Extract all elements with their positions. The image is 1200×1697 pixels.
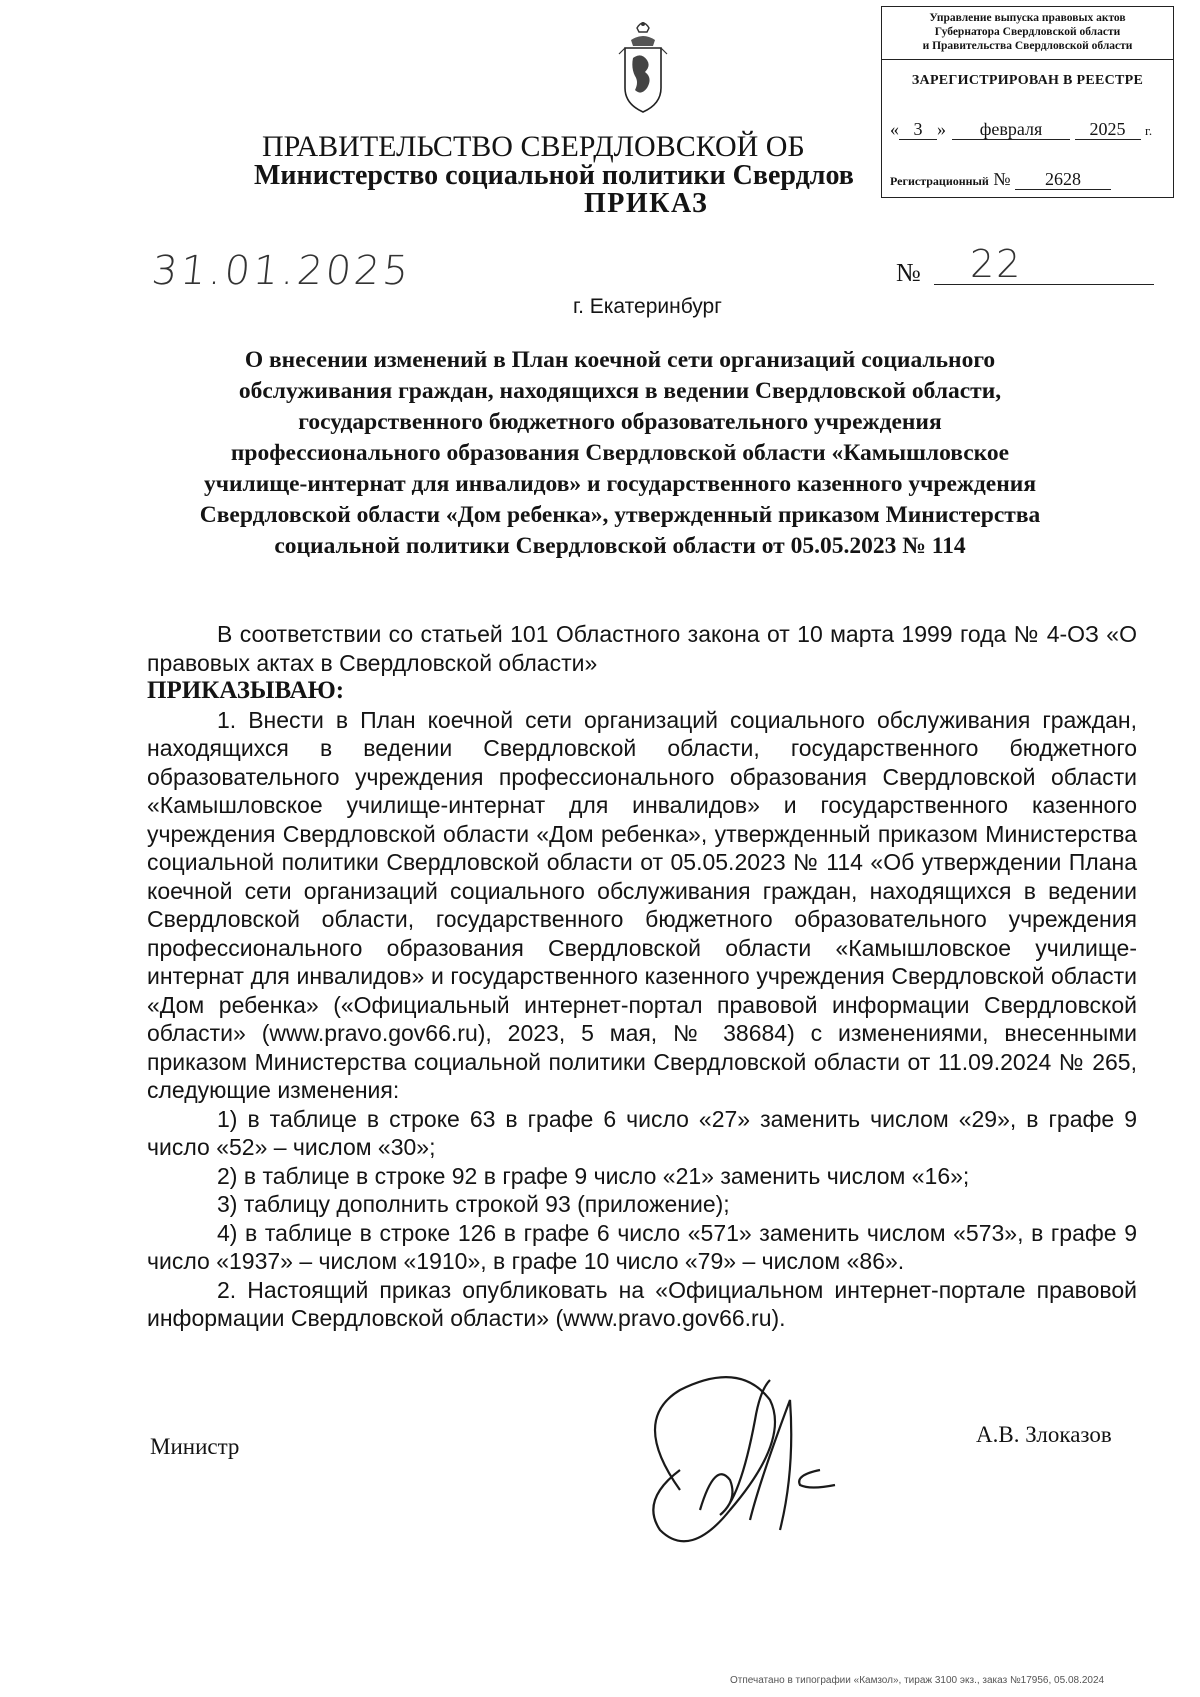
stamp-reg-label: Регистрационный [890, 174, 989, 188]
stamp-year: 2025 [1075, 119, 1141, 140]
stamp-reg-number: 2628 [1015, 169, 1111, 190]
item-1: 1. Внести в План коечной сети организаций социального обслуживания граждан, находящихся в ведении Свердловской области, государственного бюджетного образовательного учреждения профессионального образования Свердловской области «Камышловское училище-интернат для инвалидов» и государственного казенного учреждения Свердловской области «Дом ребенка», утвержденный приказом Министерства социальной политики Свердловской области от 05.05.2023 № 114 «Об утверждении Плана коечной сети организаций социального обслуживания граждан, находящихся в ведении Свердловской области, государственного бюджетного образовательного учреждения профессионального образования Свердловской области «Камышловское училище-интернат для инвалидов» и государственного казенного учреждения Свердловской области «Дом ребенка» («Официальный интернет-портал правовой информации Свердловской области» (www.pravo.gov66.ru), 2023, 5 мая, № 38684) с изменениями, внесенными приказом Министерства социальной политики Свердловской области от 11.09.2024 № 265, следующие изменения: [147, 706, 1137, 1103]
coat-of-arms-icon [617, 18, 669, 114]
registration-stamp [881, 6, 1174, 198]
stamp-year-suffix: г. [1145, 123, 1153, 138]
number-label: № [896, 258, 921, 287]
title-line: обслуживания граждан, находящихся в ведении Свердловской области, [238, 378, 1002, 404]
handwritten-signature [620, 1360, 870, 1560]
handwritten-date: 31.01.2025 [149, 248, 414, 294]
city: г. Екатеринбург [573, 295, 722, 318]
government-heading: ПРАВИТЕЛЬСТВО СВЕРДЛОВСКОЙ ОБ [262, 130, 805, 163]
title-line: профессионального образования Свердловской области «Камышловское [230, 440, 1010, 466]
print-footer: Отпечатано в типографии «Камзол», тираж 3100 экз., заказ №17956, 05.08.2024 [730, 1675, 1105, 1686]
stamp-org-line: Губернатора Свердловской области [934, 26, 1121, 38]
title-line: Свердловской области «Дом ребенка», утвержденный приказом Министерства [199, 502, 1041, 528]
document-body [147, 620, 1137, 1333]
title-line: училище-интернат для инвалидов» и государственного казенного учреждения [203, 471, 1037, 497]
stamp-organization [882, 11, 1173, 53]
stamp-date: « 3 » февраля 2025 г. [890, 119, 1153, 139]
order-word: ПРИКАЗЫВАЮ: [147, 677, 345, 704]
subitem-1: 1) в таблице в строке 63 в графе 6 число «27» заменить числом «29», в графе 9 число «52» – числом «30»; [147, 1105, 1137, 1160]
stamp-org-line: и Правительства Свердловской области [922, 40, 1133, 52]
stamp-registration-number [890, 169, 1170, 190]
item-2: 2. Настоящий приказ опубликовать на «Официальном интернет-портале правовой информации Свердловской области» (www.pravo.gov66.ru). [147, 1276, 1137, 1331]
subitem-2: 2) в таблице в строке 92 в графе 9 число «21» заменить числом «16»; [217, 1162, 970, 1189]
preamble: В соответствии со статьей 101 Областного закона от 10 марта 1999 года № 4-ОЗ «О правовых актах в Свердловской области» [147, 621, 1137, 676]
stamp-day: 3 [899, 119, 937, 140]
stamp-month: февраля [952, 119, 1070, 140]
document-type: ПРИКАЗ [584, 188, 709, 219]
stamp-registered-text: ЗАРЕГИСТРИРОВАН В РЕЕСТРЕ [911, 73, 1144, 88]
stamp-org-line: Управление выпуска правовых актов [929, 12, 1126, 24]
ministry-heading: Министерство социальной политики Свердлов [254, 160, 854, 191]
stamp-num-sign: № [993, 169, 1011, 189]
title-line: государственного бюджетного образовательного учреждения [298, 409, 942, 435]
title-line: О внесении изменений в План коечной сети организаций социального [244, 347, 996, 373]
stamp-divider [882, 59, 1173, 60]
handwritten-number: 22 [970, 242, 1023, 286]
title-line: социальной политики Свердловской области от 05.05.2023 № 114 [274, 533, 966, 559]
signer-name: А.В. Злоказов [976, 1422, 1112, 1447]
document-title [140, 345, 1100, 562]
signer-role: Министр [150, 1434, 240, 1459]
number-underline [934, 284, 1154, 285]
subitem-3: 3) таблицу дополнить строкой 93 (приложение); [217, 1191, 730, 1217]
subitem-4: 4) в таблице в строке 126 в графе 6 число «571» заменить числом «573», в графе 9 число «1937» – числом «1910», в графе 10 число «79» – числом «86». [147, 1219, 1137, 1274]
